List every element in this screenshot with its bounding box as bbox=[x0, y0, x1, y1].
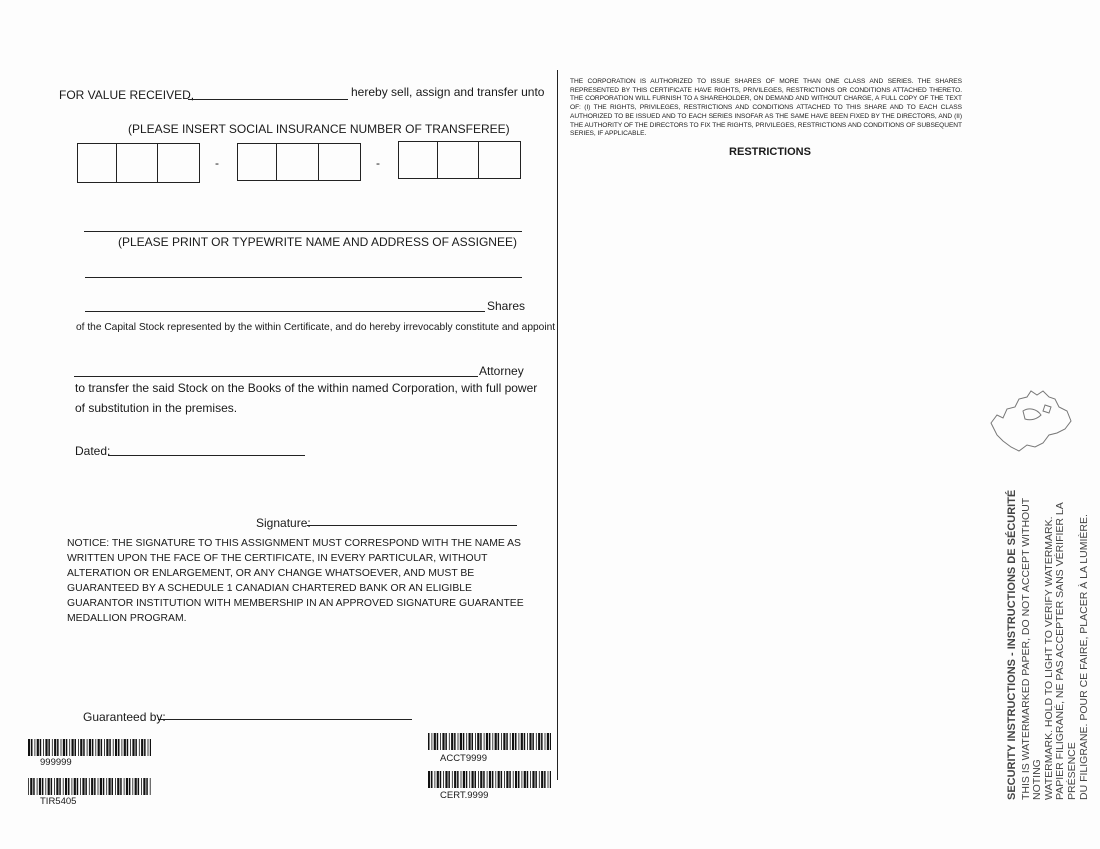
attorney-line[interactable] bbox=[74, 376, 478, 377]
shares-quantity-line[interactable] bbox=[85, 311, 485, 312]
sin-dash: - bbox=[215, 156, 219, 170]
barcode-label: CERT.9999 bbox=[440, 790, 489, 801]
transfer-text-1: to transfer the said Stock on the Books of the within named Corporation, with full power bbox=[75, 381, 538, 395]
barcode-label: 999999 bbox=[40, 757, 72, 768]
sin-group-3[interactable] bbox=[398, 141, 521, 179]
sin-box-divider bbox=[276, 143, 277, 181]
canada-map-icon bbox=[985, 385, 1075, 460]
barcode-label: ACCT9999 bbox=[440, 753, 487, 764]
sin-box-divider bbox=[437, 141, 438, 179]
for-value-label: FOR VALUE RECEIVED, bbox=[59, 88, 195, 102]
barcode-cert9999 bbox=[428, 771, 551, 788]
barcode-acct9999 bbox=[428, 733, 551, 750]
shares-label: Shares bbox=[487, 299, 526, 313]
sin-box-divider bbox=[478, 141, 479, 179]
security-line: DU FILIGRANE. POUR CE FAIRE, PLACER À LA LUMIÈRE. bbox=[1077, 514, 1090, 800]
assignee-address-line[interactable] bbox=[85, 277, 522, 278]
sin-group-1[interactable] bbox=[77, 143, 200, 183]
security-line: WATERMARK. HOLD TO LIGHT TO VERIFY WATERMARK. bbox=[1042, 516, 1055, 800]
assignee-name-line[interactable] bbox=[84, 231, 522, 232]
barcode-999999 bbox=[28, 739, 151, 756]
sin-box-divider bbox=[157, 143, 158, 183]
sin-box-divider bbox=[116, 143, 117, 183]
capital-stock-text: of the Capital Stock represented by the within Certificate, and do hereby irrevocably constitute and appoint bbox=[76, 322, 556, 333]
restrictions-text: THE CORPORATION IS AUTHORIZED TO ISSUE SHARES OF MORE THAN ONE CLASS AND SERIES. THE SHARES REPRESENTED BY THIS CERTIFICATE HAVE RIGHTS, PRIVILEGES, RESTRICTIONS OR CONDITIONS ATTACHED THERETO. THE CORPORATION WILL FURNISH TO A SHAREHOLDER, ON DEMAND AND WITHOUT CHARGE, A FULL COPY OF THE TEXT OF: (I) THE RIGHTS, PRIVILEGES, RESTRICTIONS AND CONDITIONS ATTACHED TO THIS SHARE AND TO EACH CLASS AUTHORIZED TO BE ISSUED AND TO EACH SERIES INSOFAR AS THE SAME HAVE BEEN FIXED BY THE DIRECTORS, AND (II) THE AUTHORITY OF THE DIRECTORS TO FIX THE RIGHTS, PRIVILEGES, RESTRICTIONS AND CONDITIONS OF SUBSEQUENT SERIES, IF APPLICABLE. bbox=[570, 78, 962, 138]
attorney-label: Attorney bbox=[479, 364, 524, 378]
security-line: THIS IS WATERMARKED PAPER, DO NOT ACCEPT WITHOUT NOTING bbox=[1019, 497, 1044, 800]
transferor-line[interactable] bbox=[188, 99, 348, 100]
transfer-text-2: of substitution in the premises. bbox=[75, 401, 238, 415]
sell-assign-text: hereby sell, assign and transfer unto bbox=[351, 85, 545, 99]
name-instruction: (PLEASE PRINT OR TYPEWRITE NAME AND ADDRESS OF ASSIGNEE) bbox=[118, 235, 517, 249]
restrictions-title: RESTRICTIONS bbox=[729, 146, 811, 158]
dated-label: Dated: bbox=[75, 444, 111, 458]
sin-dash: - bbox=[376, 156, 380, 170]
dated-line[interactable] bbox=[108, 455, 305, 456]
security-instructions bbox=[1007, 470, 1090, 800]
signature-line[interactable] bbox=[307, 525, 517, 526]
sin-instruction: (PLEASE INSERT SOCIAL INSURANCE NUMBER OF TRANSFEREE) bbox=[128, 122, 510, 136]
page-divider bbox=[557, 70, 558, 780]
sin-group-2[interactable] bbox=[237, 143, 361, 181]
security-title: SECURITY INSTRUCTIONS - INSTRUCTIONS DE SÉCURITÉ bbox=[1006, 489, 1018, 800]
barcode-label: TIR5405 bbox=[40, 796, 77, 807]
signature-label: Signature: bbox=[256, 516, 311, 530]
barcode-tir5405 bbox=[28, 778, 152, 795]
signature-notice: NOTICE: THE SIGNATURE TO THIS ASSIGNMENT MUST CORRESPOND WITH THE NAME AS WRITTEN UPON THE FACE OF THE CERTIFICATE, IN EVERY PARTICULAR, WITHOUT ALTERATION OR ENLARGEMENT, OR ANY CHANGE WHATSOEVER, AND MUST BE GUARANTEED BY A SCHEDULE 1 CANADIAN CHARTERED BANK OR AN ELIGIBLE GUARANTOR INSTITUTION WITH MEMBERSHIP IN AN APPROVED SIGNATURE GUARANTEE MEDALLION PROGRAM. bbox=[67, 538, 524, 624]
sin-box-divider bbox=[318, 143, 319, 181]
security-line: PAPIER FILIGRANÉ, NE PAS ACCEPTER SANS VÉRIFIER LA PRÉSENCE bbox=[1054, 502, 1078, 800]
guaranteed-label: Guaranteed by: bbox=[83, 710, 166, 724]
guarantor-line[interactable] bbox=[158, 719, 412, 720]
